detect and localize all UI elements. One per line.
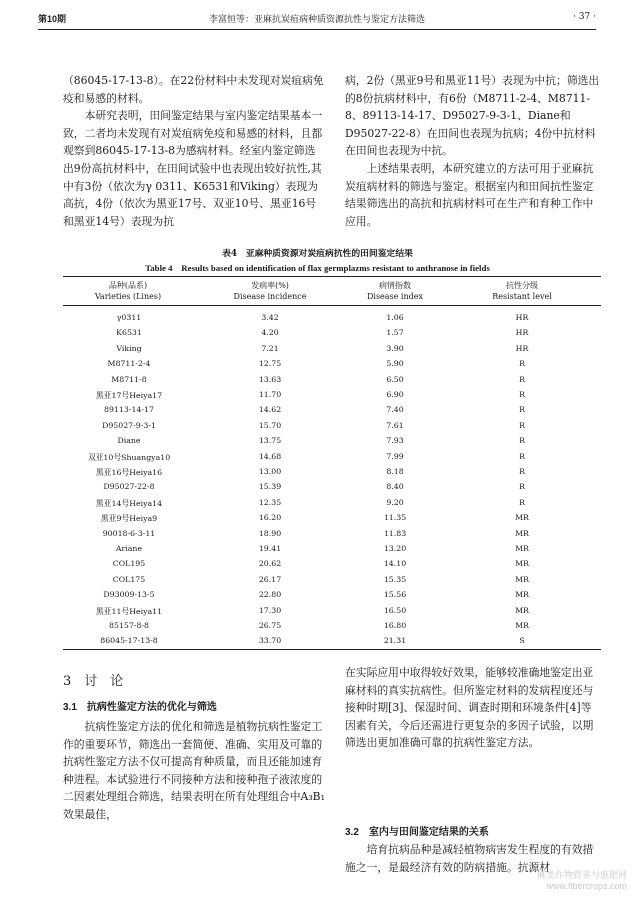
cell-incidence: 22.80 [258, 590, 282, 600]
right-column-top [345, 72, 601, 230]
table-header-rule [63, 305, 601, 306]
cell-variety: COL195 [112, 559, 146, 569]
cell-level: MR [515, 528, 529, 538]
cell-level: R [519, 374, 525, 384]
table-header-level: 抗性分级 Resistant level [492, 281, 552, 301]
left-column-bottom [63, 718, 325, 824]
cell-index: 9.20 [386, 497, 404, 507]
cell-index: 3.90 [386, 343, 404, 353]
cell-level: R [519, 390, 525, 399]
section-heading: 3 讨 论 [63, 674, 124, 689]
cell-index: 6.90 [386, 390, 404, 399]
cell-index: 15.56 [383, 590, 407, 600]
running-header [38, 10, 596, 26]
left-column-top [63, 72, 325, 230]
cell-incidence: 18.90 [258, 528, 282, 538]
cell-level: MR [515, 574, 529, 584]
paragraph: 在实际应用中取得较好效果，能够较准确地鉴定出亚麻材料的真实抗病性。但所鉴定材料的发病程度还与接种时期[3]、保湿时间、调查时期和环境条件[4]等因素有关，今后还需进行更复杂的多因子试验，以期筛选出更加准确可靠的抗病性鉴定方法。 [345, 666, 594, 750]
cell-variety: 黑亚17号Heiya17 [95, 391, 163, 400]
cell-incidence: 17.30 [258, 605, 282, 615]
cell-variety: Viking [116, 343, 142, 353]
cell-level: MR [515, 513, 529, 523]
cell-level: R [519, 420, 525, 430]
cell-index: 6.50 [386, 374, 404, 384]
subsection-heading: 3.1 抗病性鉴定方法的优化与筛选 [63, 702, 217, 713]
cell-incidence: 20.62 [258, 559, 282, 569]
cell-variety: 黑亚11号Heiya11 [95, 606, 163, 616]
cell-index: 16.50 [383, 605, 407, 615]
cell-incidence: 12.35 [258, 497, 282, 507]
cell-index: 15.35 [383, 574, 407, 584]
cell-level: MR [515, 559, 529, 569]
cell-index: 7.93 [386, 436, 404, 446]
cell-incidence: 14.62 [258, 405, 282, 415]
cell-level: R [519, 482, 525, 492]
issue-number: 第10期 [38, 14, 67, 24]
subsection-heading: 3.2 室内与田间鉴定结果的关系 [345, 827, 489, 838]
cell-index: 7.61 [386, 420, 404, 430]
cell-index: 11.83 [383, 528, 407, 538]
table-row [70, 636, 562, 655]
cell-index: 7.40 [386, 405, 404, 415]
cell-index: 1.57 [386, 328, 404, 338]
cell-incidence: 14.68 [258, 451, 282, 461]
cell-index: 7.99 [386, 451, 404, 461]
cell-variety: 90018-6-3-11 [102, 528, 156, 538]
paragraph: 培育抗病品种是减轻植物病害发生程度的有效措施之一，是最经济有效的防病措施。抗源材 [345, 843, 594, 874]
paragraph: （86045-17-13-8）。在22份材料中未发现对炭疽病免疫和易感的材料。 [63, 74, 324, 105]
cell-index: 1.06 [386, 313, 404, 322]
cell-variety: 89113-14-17 [104, 405, 154, 415]
cell-index: 16.80 [383, 621, 407, 630]
header-rule [38, 29, 596, 30]
cell-variety: M8711-2-4 [107, 359, 151, 369]
cell-level: R [519, 497, 525, 507]
table-bottom-rule [63, 649, 601, 650]
cell-variety: 86045-17-13-8 [100, 636, 158, 646]
cell-incidence: 11.70 [258, 390, 282, 399]
cell-variety: D95027-9-3-1 [102, 420, 156, 430]
cell-incidence: 26.75 [258, 621, 282, 630]
cell-index: 8.18 [386, 467, 404, 476]
cell-index: 8.40 [386, 482, 404, 492]
cell-incidence: 16.20 [258, 513, 282, 523]
cell-incidence: 13.63 [258, 374, 282, 384]
cell-level: HR [515, 328, 529, 338]
cell-level: R [519, 451, 525, 461]
paragraph: 抗病性鉴定方法的优化和筛选是植物抗病性鉴定工作的重要环节，筛选出一套简便、准确、实用及可靠的抗病性鉴定方法不仅可提高育种质量，而且还能加速育种进程。本试验进行不同接种方法和接种孢子液浓度的二因素处理组合筛选，结果表明在所有处理组合中A₃B₁效果最佳， [63, 720, 325, 821]
cell-variety: 黑亚9号Heiya9 [100, 514, 158, 524]
cell-variety: COL175 [112, 574, 146, 584]
cell-incidence: 15.39 [258, 482, 282, 492]
cell-level: R [519, 359, 525, 369]
cell-incidence: 19.41 [258, 544, 282, 553]
table-header-index: 病情指数 Disease index [366, 281, 424, 301]
right-column-bottom [345, 664, 601, 752]
cell-variety: 黑亚14号Heiya14 [95, 498, 163, 508]
cell-incidence: 26.17 [258, 574, 282, 584]
cell-variety: 85157-8-8 [109, 621, 149, 630]
watermark-url: www.fibercrops.com [546, 881, 627, 891]
cell-variety: 双亚10号Shuangya10 [87, 452, 171, 462]
cell-level: MR [515, 544, 529, 553]
cell-incidence: 13.00 [258, 467, 282, 476]
cell-level: R [519, 436, 525, 446]
cell-index: 13.20 [383, 544, 407, 553]
cell-variety: 黑亚16号Heiya16 [95, 468, 163, 477]
cell-incidence: 13.75 [258, 436, 282, 446]
cell-variety: γ0311 [116, 313, 142, 322]
cell-level: MR [515, 621, 529, 630]
table-header-incidence: 发病率(%) Disease incidence [233, 281, 307, 301]
cell-level: S [519, 636, 525, 646]
cell-index: 11.35 [383, 513, 407, 523]
paragraph: 上述结果表明，本研究建立的方法可用于亚麻抗炭疽病材料的筛选与鉴定。根据室内和田间抗性鉴定结果筛选出的高抗和抗病材料可在生产和育种工作中应用。 [345, 161, 594, 228]
cell-variety: D95027-22-8 [103, 482, 155, 492]
cell-variety: K6531 [116, 328, 142, 338]
cell-variety: M8711-8 [111, 374, 147, 384]
cell-level: HR [515, 343, 529, 353]
cell-level: MR [515, 605, 529, 615]
cell-incidence: 3.42 [261, 313, 279, 322]
cell-variety: D93009-13-5 [103, 590, 155, 600]
table-caption-cn: 表4 亚麻种质资源对炭疽病抗性的田间鉴定结果 [222, 249, 413, 259]
table-top-rule [63, 276, 601, 277]
paragraph: 本研究表明，田间鉴定结果与室内鉴定结果基本一致，二者均未发现有对炭疽病免疫和易感的材料，且都观察到86045-17-13-8为感病材料。经室内鉴定筛选出9份高抗材料中，在田间试验中也表现出较好抗性,其中有3份（依次为γ 0311、K6531和Viking）表现为高抗，4份（依次为黑亚17号、双亚10号、黑亚16号和黑亚14号）表现为抗 [63, 109, 323, 228]
cell-index: 14.10 [383, 559, 407, 569]
table-header-variety: 品种(品系) Varieties (Lines) [94, 281, 162, 301]
cell-level: R [519, 405, 525, 415]
table-caption-en: Table 4 Results based on identification of flax germplazms resistant to anthranose in fields [145, 263, 490, 273]
cell-incidence: 4.20 [261, 328, 279, 338]
paragraph: 病，2份（黑亚9号和黑亚11号）表现为中抗；筛选出的8份抗病材料中，有6份（M8711-2-4、M8711-8、89113-14-17、D95027-9-3-1、Diane和D95027-22-8）在田间也表现为抗病；4份中抗材料在田间也表现为中抗。 [345, 74, 600, 158]
article-running-title: 李富恒等：亚麻抗炭疽病种质资源抗性与鉴定方法筛选 [208, 15, 425, 25]
cell-incidence: 15.70 [258, 420, 282, 430]
cell-variety: Ariane [115, 544, 143, 553]
cell-incidence: 7.21 [261, 343, 279, 353]
cell-level: HR [515, 313, 529, 322]
cell-level: MR [515, 590, 529, 600]
cell-incidence: 12.75 [258, 359, 282, 369]
cell-index: 21.31 [383, 636, 407, 646]
watermark-site-name: 麻类作物营养与施肥网 [536, 871, 627, 881]
page-number: · 37 · [573, 12, 596, 22]
cell-index: 5.90 [386, 359, 404, 369]
cell-level: R [519, 467, 525, 476]
cell-variety: Diane [117, 436, 141, 446]
cell-incidence: 33.70 [258, 636, 282, 646]
